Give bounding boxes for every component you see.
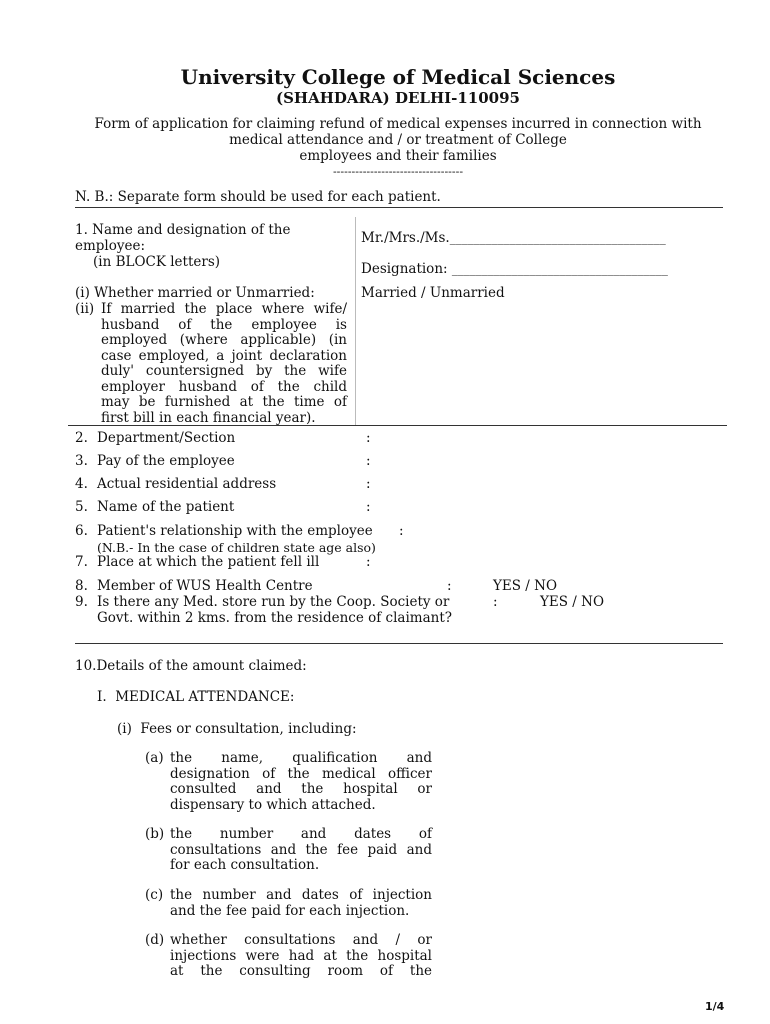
item-colon: : — [493, 594, 498, 610]
spouse-question-line: employer husband of the child — [101, 378, 347, 395]
subitem-b-text — [170, 827, 432, 874]
subitem-d-line: at the consulting room of the — [170, 963, 432, 979]
item-label-pay: Pay of the employee — [97, 453, 235, 469]
item-label-patient-name: Name of the patient — [97, 499, 235, 515]
subitem-d-text — [170, 933, 432, 980]
item-num: 5. — [75, 499, 88, 515]
header-dash-separator: ----------------------------------- — [332, 165, 464, 178]
vertical-divider — [355, 217, 356, 425]
item-colon[interactable]: : — [366, 453, 371, 469]
item-num: 4. — [75, 476, 88, 492]
subitem-a-text — [170, 751, 432, 813]
divider-nb — [75, 207, 723, 208]
form-description-line-2: medical attendance and / or treatment of College — [229, 132, 567, 148]
subitem-a-label: (a) — [145, 750, 164, 766]
subitem-c-line: the number and dates of injection — [170, 887, 432, 903]
spouse-question — [101, 302, 347, 426]
subitem-c-text — [170, 888, 432, 919]
item-label-address: Actual residential address — [97, 476, 277, 492]
subitem-c-label: (c) — [145, 887, 164, 903]
item-num: 3. — [75, 453, 88, 469]
spouse-question-line: case employed, a joint declaration — [101, 347, 347, 364]
item-colon: : — [447, 578, 452, 594]
subitem-b-line: the number and dates of — [170, 826, 432, 842]
name-field[interactable] — [361, 231, 666, 247]
college-address: (SHAHDARA) DELHI-110095 — [275, 89, 520, 107]
item-colon[interactable]: : — [366, 476, 371, 492]
item1-label-line-2: employee: — [75, 238, 146, 254]
item10-heading: 10.Details of the amount claimed: — [75, 658, 307, 674]
page-number: 1/4 — [705, 1000, 725, 1013]
item-num: 2. — [75, 430, 88, 446]
subitem-a-line: consulted and the hospital or — [170, 781, 432, 797]
married-answer[interactable]: Married / Unmarried — [361, 285, 505, 301]
item-label-fell-ill: Place at which the patient fell ill — [97, 554, 320, 570]
subitem-a-line: dispensary to which attached. — [170, 796, 376, 813]
item-colon[interactable]: : — [366, 430, 371, 446]
item-num: 9. — [75, 594, 88, 610]
relationship-note: (N.B.- In the case of children state age also) — [97, 540, 376, 555]
designation-field[interactable] — [361, 262, 668, 278]
fees-consultation-heading: (i) Fees or consultation, including: — [117, 721, 357, 737]
nb-note: N. B.: Separate form should be used for each patient. — [75, 189, 441, 205]
item-num: 6. — [75, 523, 88, 539]
subitem-c-line: and the fee paid for each injection. — [170, 902, 410, 919]
spouse-question-line: duly' countersigned by the wife — [101, 363, 347, 379]
spouse-question-line: may be furnished at the time of — [101, 394, 347, 410]
subitem-b-label: (b) — [145, 826, 165, 842]
form-description-line-3: employees and their families — [299, 148, 497, 164]
form-description-line-1: Form of application for claiming refund of medical expenses incurred in connection with — [94, 116, 702, 132]
subitem-b-line: consultations and the fee paid and — [170, 841, 432, 858]
item-num: 8. — [75, 578, 88, 594]
medical-attendance-heading: I. MEDICAL ATTENDANCE: — [97, 689, 295, 705]
designation-field-label: Designation: — [361, 261, 452, 277]
item-colon[interactable]: : — [399, 523, 404, 539]
wus-answer[interactable]: YES / NO — [493, 578, 558, 594]
med-store-answer[interactable]: YES / NO — [540, 594, 605, 610]
item-label-department: Department/Section — [97, 430, 236, 446]
spouse-question-label: (ii) — [75, 301, 95, 317]
subitem-a-line: designation of the medical officer — [170, 765, 432, 782]
subitem-d-line: injections were had at the hospital — [170, 947, 432, 964]
spouse-question-line: first bill in each financial year). — [101, 409, 316, 426]
spouse-question-line: husband of the employee is — [101, 316, 347, 333]
spouse-question-line: employed (where applicable) (in — [101, 332, 347, 348]
subitem-b-line: for each consultation. — [170, 857, 320, 873]
item1-label-line-1: 1. Name and designation of the — [75, 222, 291, 238]
item-label-relationship: Patient's relationship with the employee — [97, 523, 373, 539]
item-label-wus: Member of WUS Health Centre — [97, 578, 313, 594]
married-question: (i) Whether married or Unmarried: — [75, 285, 315, 301]
subitem-a-line: the name, qualification and — [170, 750, 432, 766]
item-num: 7. — [75, 554, 88, 570]
spouse-question-line: If married the place where wife/ — [101, 301, 347, 317]
name-field-blank: ____________________________________ — [449, 231, 666, 245]
item-colon[interactable]: : — [366, 554, 371, 570]
college-title: University College of Medical Sciences — [180, 65, 616, 89]
divider-items — [75, 643, 723, 644]
name-field-label: Mr./Mrs./Ms. — [361, 230, 450, 246]
designation-field-blank: ____________________________________ — [451, 262, 668, 276]
item-label-med-store: Is there any Med. store run by the Coop. Society or — [97, 594, 450, 610]
item1-label-line-3: (in BLOCK letters) — [93, 254, 221, 270]
subitem-d-label: (d) — [145, 932, 165, 948]
item-colon[interactable]: : — [366, 499, 371, 515]
item-label-med-store-line-2: Govt. within 2 kms. from the residence of claimant? — [97, 610, 453, 626]
divider-marital — [68, 425, 727, 426]
subitem-d-line: whether consultations and / or — [170, 932, 432, 948]
